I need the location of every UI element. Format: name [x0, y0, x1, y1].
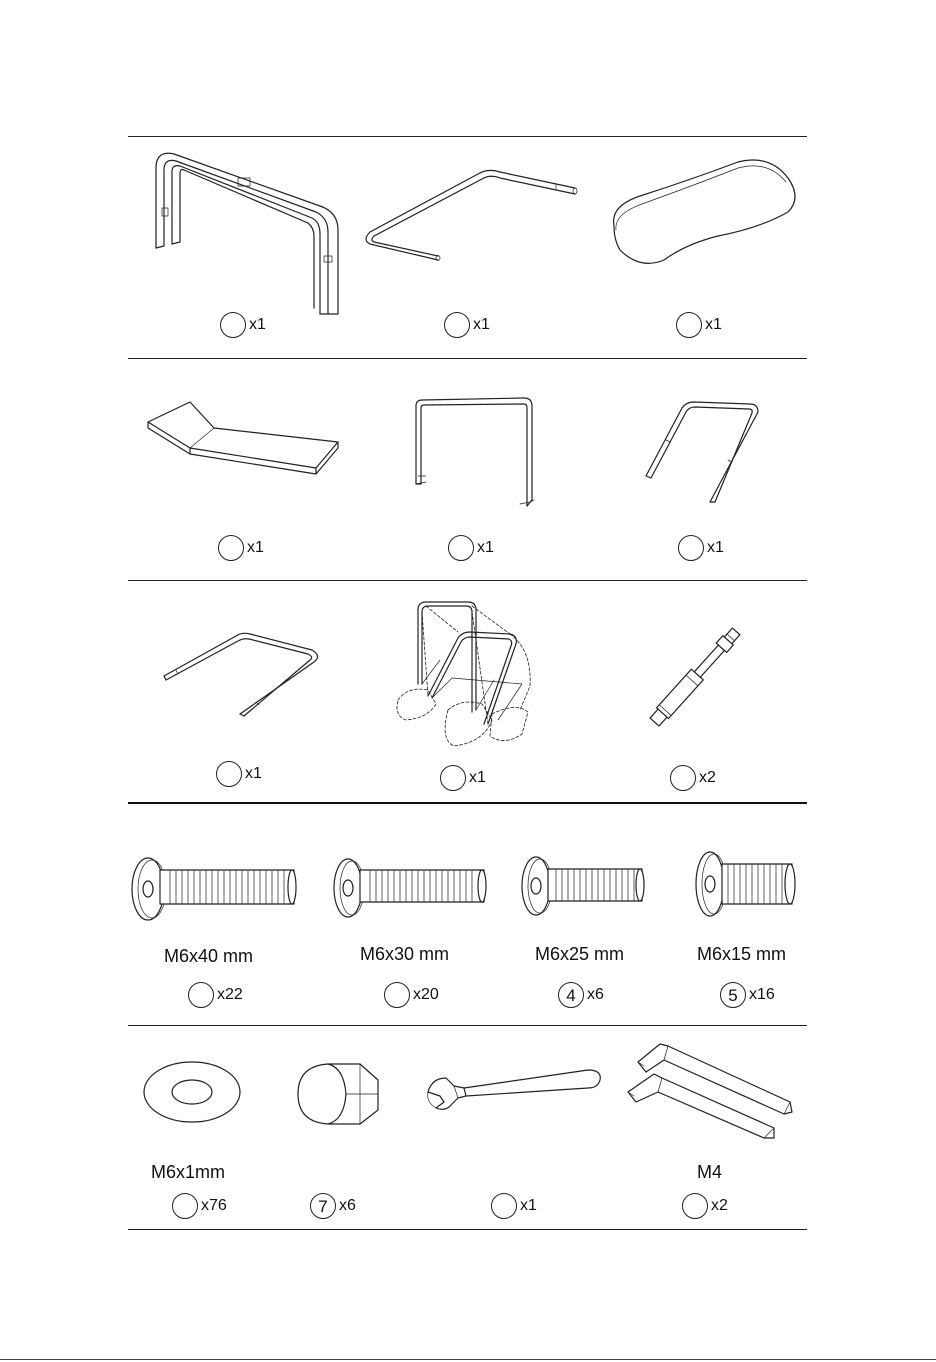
part-number-circle: 4	[558, 982, 584, 1008]
quantity-label: x1	[247, 539, 264, 556]
part-number-circle	[448, 535, 474, 561]
cap-nut-icon	[298, 1060, 382, 1128]
washer-spec-label: M6x1mm	[151, 1162, 226, 1182]
part-number-circle	[440, 765, 466, 791]
bent-rod-icon	[360, 162, 580, 264]
part-number-circle	[682, 1193, 708, 1219]
quantity-label: x1	[473, 316, 490, 333]
bolt-spec-label: M6x40 mm	[164, 946, 254, 966]
wrench-icon	[424, 1064, 604, 1116]
quantity-label: x1	[249, 316, 266, 333]
part-number-circle	[172, 1193, 198, 1219]
bolt-spec-label: M6x25 mm	[535, 944, 625, 964]
bolt-icon	[332, 856, 488, 920]
basket-frame-icon	[392, 600, 542, 756]
part-number-circle: 7	[310, 1193, 336, 1219]
quantity-label: x2	[711, 1197, 728, 1214]
quantity-label: x76	[201, 1197, 227, 1214]
hex-key-icon	[624, 1040, 802, 1142]
bolt-icon	[130, 856, 298, 922]
bolt-spec-label: M6x15 mm	[697, 944, 787, 964]
part-number-circle	[216, 761, 242, 787]
divider-row-4	[128, 1025, 807, 1026]
panel-board-icon	[144, 398, 344, 478]
quantity-label: x1	[707, 539, 724, 556]
part-number-circle	[220, 312, 246, 338]
quantity-label: x1	[520, 1197, 537, 1214]
divider-bottom	[128, 1229, 807, 1230]
washer-icon	[142, 1060, 242, 1124]
part-number-circle: 5	[720, 982, 746, 1008]
part-number-circle	[491, 1193, 517, 1219]
quantity-label: x6	[339, 1197, 356, 1214]
quantity-label: x1	[245, 765, 262, 782]
divider-top	[128, 136, 807, 137]
page-edge-line	[0, 1359, 936, 1360]
bolt-icon	[694, 850, 798, 920]
seat-pad-icon	[610, 158, 800, 268]
quantity-label: x22	[217, 986, 243, 1003]
quantity-label: x16	[749, 986, 775, 1003]
main-frame-icon	[150, 148, 345, 320]
gas-spring-icon	[636, 618, 756, 734]
flat-u-rod-icon	[160, 630, 324, 720]
part-number-circle	[188, 982, 214, 1008]
bolt-icon	[520, 854, 646, 918]
divider-row-2	[128, 580, 807, 581]
u-rod-icon	[642, 400, 766, 506]
quantity-label: x1	[705, 316, 722, 333]
part-number-circle	[218, 535, 244, 561]
quantity-label: x1	[469, 769, 486, 786]
hex-key-spec-label: M4	[697, 1162, 723, 1182]
part-number-circle	[670, 765, 696, 791]
bolt-spec-label: M6x30 mm	[360, 944, 450, 964]
quantity-label: x2	[699, 769, 716, 786]
quantity-label: x20	[413, 986, 439, 1003]
part-number-circle	[384, 982, 410, 1008]
quantity-label: x1	[477, 539, 494, 556]
part-number-circle	[444, 312, 470, 338]
quantity-label: x6	[587, 986, 604, 1003]
u-frame-icon	[408, 396, 538, 512]
part-number-circle	[678, 535, 704, 561]
divider-row-3	[128, 802, 807, 804]
divider-row-1	[128, 358, 807, 359]
part-number-circle	[676, 312, 702, 338]
